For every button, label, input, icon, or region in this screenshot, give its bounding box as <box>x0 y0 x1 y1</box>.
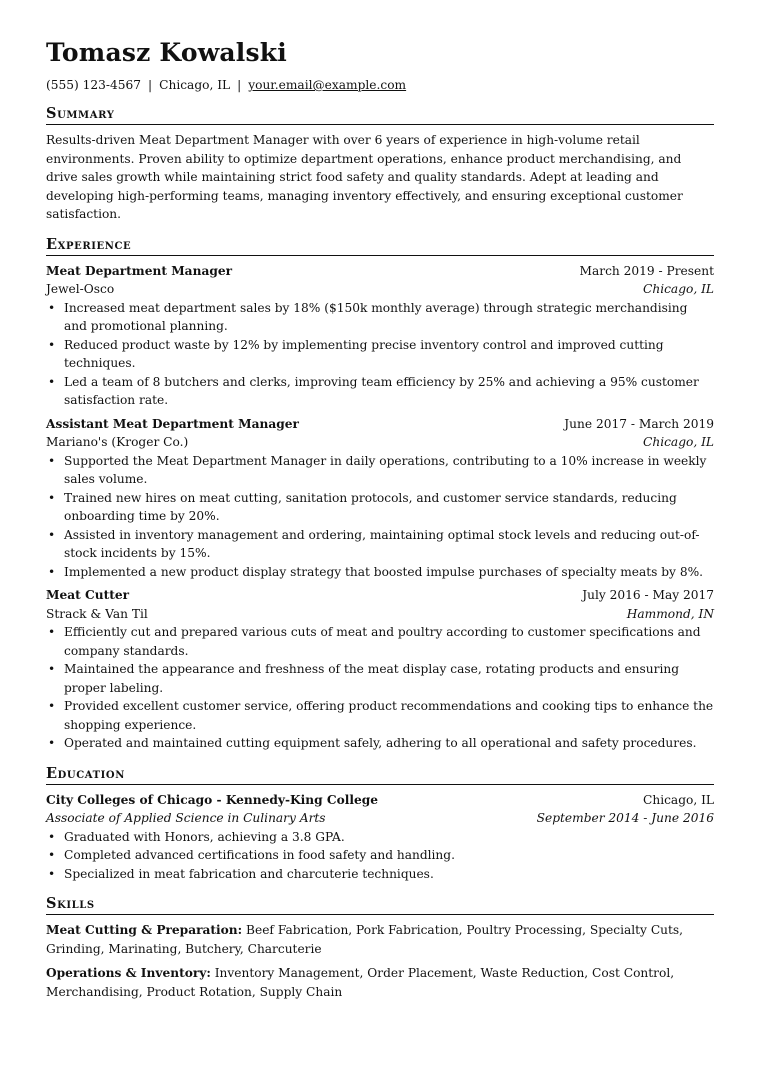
summary-section <box>46 105 714 224</box>
education-section <box>46 765 714 884</box>
experience-section <box>46 236 714 753</box>
summary-heading: Summary <box>46 105 714 125</box>
skill-category: Meat Cutting & Preparation: <box>46 923 243 937</box>
job-location: Chicago, IL <box>643 282 714 296</box>
summary-text: Results-driven Meat Department Manager with over 6 years of experience in high-volume retail environments. Proven ability to optimize department operations, enhance product merchandising, and drive sales growth while maintaining strict food safety and quality standards. Adept at leading and developing high-performing teams, managing inventory effectively, and ensuring exceptional customer satisfaction. <box>46 133 683 221</box>
skill-category: Operations & Inventory: <box>46 966 211 980</box>
contact-separator: | <box>237 78 242 92</box>
education-entry <box>46 791 714 884</box>
job-bullets <box>46 623 714 753</box>
list-item: • Assisted in inventory management and ordering, maintaining optimal stock levels and reducing out-of-stock incidents by 15%. <box>64 526 714 563</box>
company-name: Mariano's (Kroger Co.) <box>46 435 189 449</box>
list-item: • Trained new hires on meat cutting, sanitation protocols, and customer service standards, reducing onboarding time by 20%. <box>64 489 714 526</box>
list-item: • Reduced product waste by 12% by implementing precise inventory control and improved cutting techniques. <box>64 336 714 373</box>
job-entry <box>46 586 714 753</box>
skill-group <box>46 964 714 1001</box>
job-title: Assistant Meat Department Manager <box>46 416 299 431</box>
skill-items: Beef Fabrication, Pork Fabrication, Poultry Processing, Specialty Cuts, Grinding, Marinating, Butchery, Charcuterie <box>46 923 684 956</box>
job-dates: March 2019 - Present <box>579 263 714 278</box>
list-item: • Completed advanced certifications in food safety and handling. <box>64 846 714 865</box>
list-item: • Supported the Meat Department Manager in daily operations, contributing to a 10% increase in weekly sales volume. <box>64 452 714 489</box>
company-name: Strack & Van Til <box>46 606 148 621</box>
list-item: • Increased meat department sales by 18% ($150k monthly average) through strategic merchandising and promotional planning. <box>64 299 714 336</box>
education-dates: September 2014 - June 2016 <box>536 811 714 825</box>
list-item: • Graduated with Honors, achieving a 3.8 GPA. <box>64 828 714 847</box>
school-name: City Colleges of Chicago - Kennedy-King College <box>46 792 379 807</box>
list-item: • Efficiently cut and prepared various cuts of meat and poultry according to customer specifications and company standards. <box>64 623 714 660</box>
job-title: Meat Cutter <box>46 588 130 602</box>
education-heading: Education <box>46 765 714 785</box>
list-item: • Implemented a new product display strategy that boosted impulse purchases of specialty meats by 8%. <box>64 563 714 582</box>
job-location: Chicago, IL <box>643 435 714 449</box>
skill-group <box>46 921 714 958</box>
job-title: Meat Department Manager <box>46 263 233 278</box>
location-text: Chicago, IL <box>159 78 231 92</box>
resume-page <box>46 0 714 1001</box>
education-bullets <box>46 828 714 884</box>
job-entry <box>46 262 714 410</box>
job-bullets <box>46 299 714 410</box>
job-bullets <box>46 452 714 582</box>
list-item: • Specialized in meat fabrication and charcuterie techniques. <box>64 865 714 884</box>
skill-items: Inventory Management, Order Placement, Waste Reduction, Cost Control, Merchandising, Product Rotation, Supply Chain <box>46 966 675 999</box>
company-name: Jewel-Osco <box>46 282 115 296</box>
list-item: • Provided excellent customer service, offering product recommendations and cooking tips to enhance the shopping experience. <box>64 697 714 734</box>
job-entry <box>46 415 714 582</box>
school-location: Chicago, IL <box>643 792 714 807</box>
degree-name: Associate of Applied Science in Culinary Arts <box>46 811 326 825</box>
job-location: Hammond, IN <box>626 606 714 621</box>
email-link[interactable]: your.email@example.com <box>248 78 407 92</box>
job-dates: July 2016 - May 2017 <box>582 588 714 602</box>
skills-section <box>46 895 714 1001</box>
list-item: • Operated and maintained cutting equipment safely, adhering to all operational and safety procedures. <box>64 734 714 753</box>
candidate-name: Tomasz Kowalski <box>46 38 288 67</box>
list-item: • Maintained the appearance and freshness of the meat display case, rotating products and ensuring proper labeling. <box>64 660 714 697</box>
skills-heading: Skills <box>46 895 714 915</box>
experience-heading: Experience <box>46 236 714 256</box>
contact-separator: | <box>148 78 153 92</box>
list-item: • Led a team of 8 butchers and clerks, improving team efficiency by 25% and achieving a 95% customer satisfaction rate. <box>64 373 714 410</box>
phone-number: (555) 123-4567 <box>46 78 142 92</box>
contact-line <box>46 77 714 93</box>
job-dates: June 2017 - March 2019 <box>564 416 714 431</box>
